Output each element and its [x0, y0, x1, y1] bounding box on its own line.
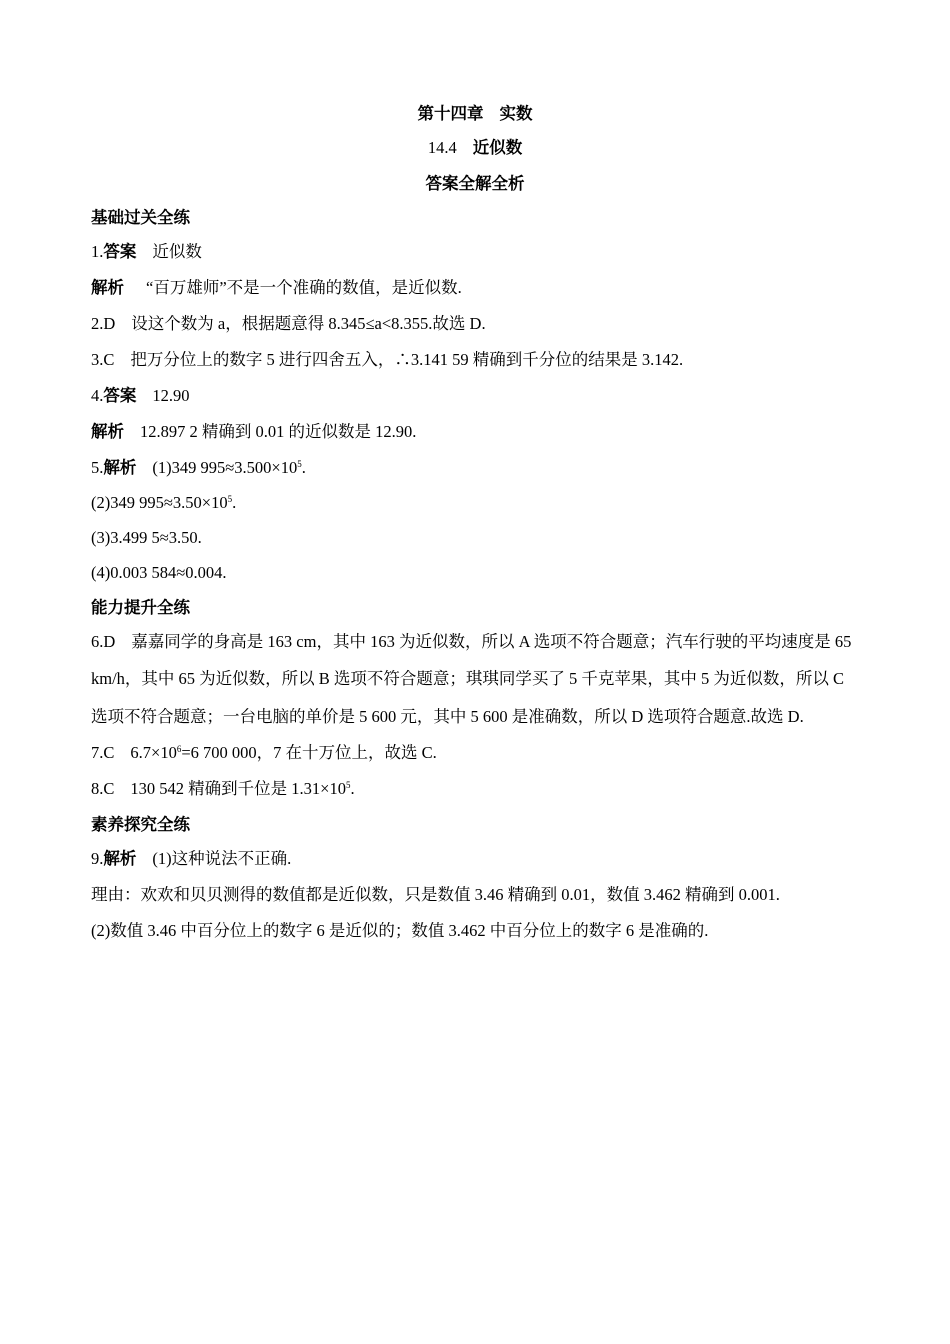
answer-item-6-line-3: 选项不符合题意；一台电脑的单价是 5 600 元，其中 5 600 是准确数，所以 D 选项符合题意.故选 D.: [91, 707, 804, 726]
section-name: 近似数: [472, 138, 523, 157]
answer-item-4: 4.答案 12.90: [91, 386, 190, 405]
answer-item-5-part-2: (2)349 $995\approx 3.50\times 10^5$.: [91, 493, 237, 512]
analysis-item-4: 解析 12.897 2 精确到 0.01 的近似数是 12.90.: [91, 422, 417, 441]
analysis-item-1: 解析 “百万雄师”不是一个准确的数值，是近似数.: [91, 278, 462, 297]
answer-item-5-part-1: 5.解析 (1)349 $995\approx 3.500\times 10^5$.: [91, 458, 306, 477]
answer-item-6-line-1: 6.D 嘉嘉同学的身高是 163 cm，其中 163 为近似数，所以 A 选项不符合题意；汽车行驶的平均速度是 65: [91, 632, 852, 651]
chapter-name: 实数: [499, 104, 533, 123]
section-number: 14.4: [427, 138, 457, 157]
answer-item-9-reason: 理由：欢欢和贝贝测得的数值都是近似数，只是数值 3.46 精确到 0.01，数值 3.462 精确到 0.001.: [91, 885, 780, 904]
answer-item-1: 1.答案 近似数: [91, 242, 202, 261]
section-heading-basic: 基础过关全练: [91, 208, 190, 227]
answer-item-8: 8.C 130 542 精确到千位是 $1.31\times 10^5$.: [91, 779, 355, 798]
answer-item-3: 3.C 把万分位上的数字 5 进行四舍五入，∴3.141 59 精确到千分位的结果是 3.142.: [91, 350, 684, 369]
document-subtitle: 答案全解全析: [425, 174, 525, 193]
answer-item-5-part-4: (4)0.003 584≈0.004.: [91, 563, 227, 582]
chapter-title: [0, 103, 950, 125]
answer-item-2: 2.D 设这个数为 a，根据题意得 8.345≤a<8.355.故选 D.: [91, 314, 486, 333]
chapter-number: 第十四章: [417, 104, 484, 123]
section-heading-ability: 能力提升全练: [91, 598, 190, 617]
answer-item-7: 7.C $6.7\times 10^6=6$ 700 000，7 在十万位上，故选 C.: [91, 743, 437, 762]
answer-item-5-part-3: (3)3.499 5≈3.50.: [91, 528, 202, 547]
section-heading-literacy: 素养探究全练: [91, 815, 190, 834]
answer-item-9-part-2: (2)数值 3.46 中百分位上的数字 6 是近似的；数值 3.462 中百分位上的数字 6 是准确的.: [91, 921, 709, 940]
answer-item-6-line-2: km/h，其中 65 为近似数，所以 B 选项不符合题意；琪琪同学买了 5 千克苹果，其中 5 为近似数，所以 C: [91, 669, 845, 688]
section-title: [0, 137, 950, 159]
answer-item-9: 9.解析 (1)这种说法不正确.: [91, 849, 292, 868]
